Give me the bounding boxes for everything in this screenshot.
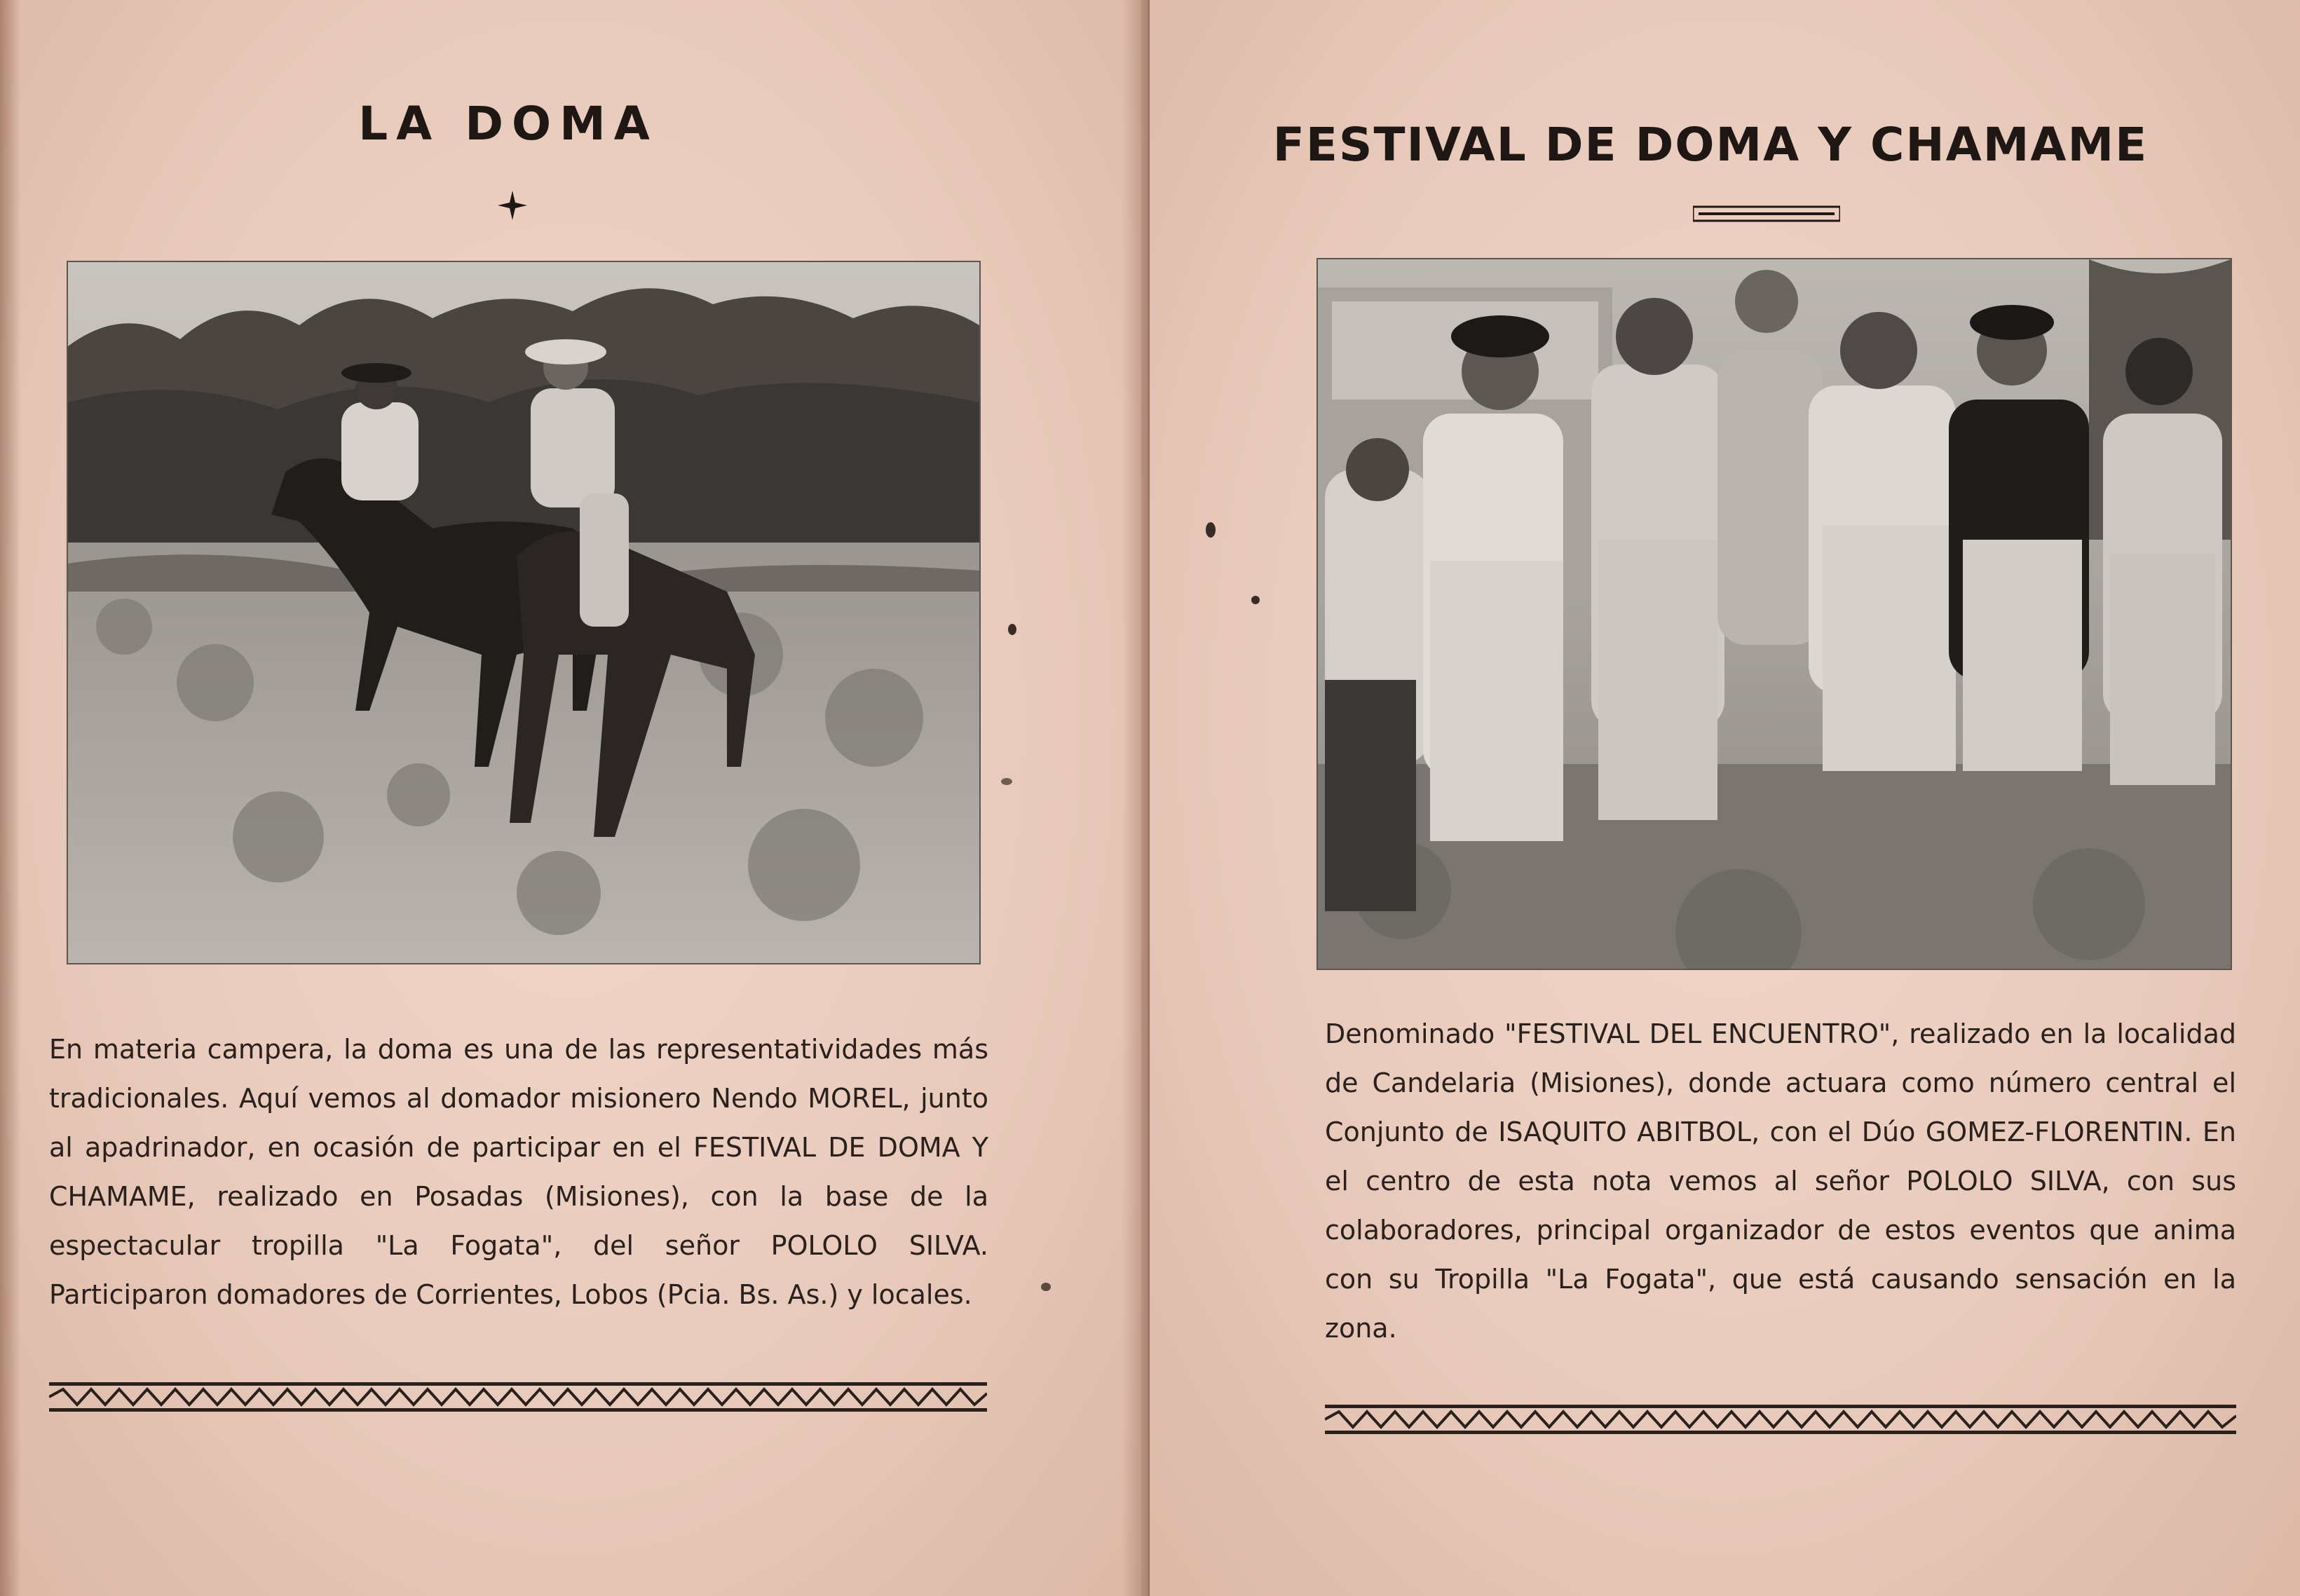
paper-speck [1008,624,1016,635]
right-page-title: FESTIVAL DE DOMA Y CHAMAME [1272,118,2149,172]
paper-speck [1001,778,1012,785]
left-page-caption: En materia campera, la doma es una de las representatividades más tradicionales. Aquí vemos al domador misionero Nendo MOREL, junto al apadrinador, en ocasión de participar en el FESTIVAL DE DOMA Y CHAMAME, realizado en Posadas (Misiones), con la base de la espectacular tropilla "La Fogata", del señor POLOLO SILVA. Participaron domadores de Corrientes, Lobos (Pcia. Bs. As.) y locales. [49,1034,988,1310]
star-ornament-icon [495,188,530,223]
paper-speck [1206,522,1216,538]
right-page [1150,0,2300,1596]
paper-speck [1041,1283,1051,1291]
left-page-title: LA DOMA [358,97,658,151]
paper-speck [1251,596,1260,604]
horse-riders-photo [67,261,981,964]
right-page-caption: Denominado "FESTIVAL DEL ENCUENTRO", realizado en la localidad de Candelaria (Misiones), donde actuara como número central el Conjunto de ISAQUITO ABITBOL, con el Dúo GOMEZ-FLORENTIN. En el centro de esta nota vemos al señor POLOLO SILVA, con sus colaboradores, principal organizador de estos eventos que anima con su Tropilla "La Fogata", que está causando sensación en la zona. [1325,1018,2236,1344]
decorative-border [49,1379,987,1414]
page-edge-shadow [0,0,21,1596]
left-page [0,0,1141,1596]
bar-ornament-icon [1693,205,1840,222]
decorative-border [1325,1402,2236,1437]
group-photo [1316,258,2232,970]
